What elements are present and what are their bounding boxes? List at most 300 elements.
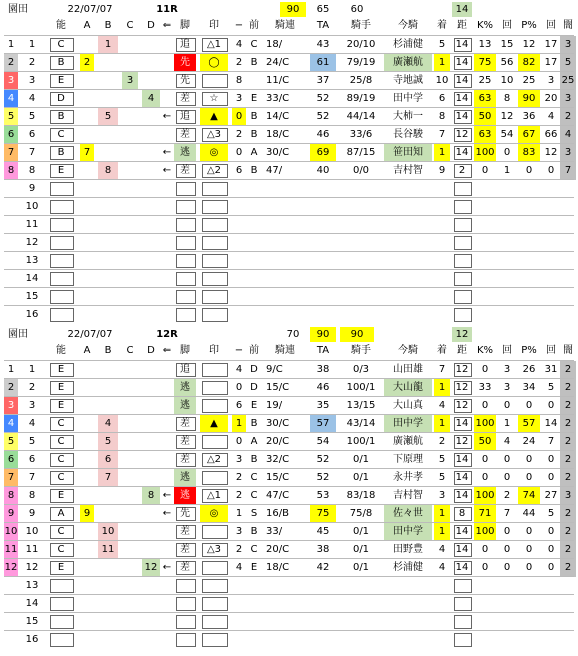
cell-kai: 0 [503,526,511,537]
cell-arr [160,126,174,144]
cell-w: 11 [4,541,18,559]
cell-B: 6 [98,451,118,469]
cell-chaku: 1 [434,144,450,162]
cell-pp: 0 [525,562,533,573]
cell-box [454,579,472,593]
cell-mark [200,361,228,379]
table-row[interactable] [4,179,574,198]
cell-nou: E [57,490,65,501]
cell-ta: 52 [316,454,330,465]
cell-kishu: 20/10 [346,39,376,50]
cell-yami: 25 [560,72,576,90]
cell-kishu: 0/0 [352,165,370,176]
cell-zen: S [250,508,258,519]
cell-yami: 5 [560,54,576,72]
header-top-c1: 70 [286,329,300,340]
cell-chaku: 9 [438,165,446,176]
cell-w: 8 [4,162,18,180]
cell-kp: 71 [474,505,496,523]
cell-kiren: 15/C [266,472,290,483]
cell-kai: 2 [503,490,511,501]
cell-dash: 2 [235,544,243,555]
cell-mark [200,433,228,451]
venue-label: 園田 [8,329,28,340]
cell-dash: 0 [232,108,246,126]
cell-D [142,144,160,162]
cell-n: 14 [25,273,39,284]
cell-D: 4 [142,90,160,108]
cell-n: 10 [25,526,39,537]
col-header: TA [316,20,330,31]
cell-kiren: 18/C [266,562,290,573]
cell-kyori: 12 [455,400,469,411]
column-headers [4,343,574,361]
table-row[interactable] [4,71,574,90]
cell-imaki: 田中学 [393,93,423,104]
cell-mark: ▲ [200,415,228,433]
col-header: A [83,20,91,31]
race-number: 12R [156,329,178,340]
cell-kai2: 5 [547,508,555,519]
cell-box [50,254,74,268]
cell-zen: B [250,526,258,537]
cell-box [176,200,196,214]
cell-mark [200,379,228,397]
date-label: 22/07/07 [67,329,113,340]
cell-nou: E [57,562,65,573]
col-header: 今騎 [398,345,418,356]
cell-dash: 4 [235,562,243,573]
cell-mark [200,72,228,90]
cell-kp: 100 [474,415,496,433]
cell-nou: C [57,418,65,429]
cell-D [142,451,160,469]
cell-box [202,308,228,322]
cell-kp: 75 [474,54,496,72]
cell-box [176,182,196,196]
cell-imaki: 杉浦健 [393,562,423,573]
cell-A [80,397,94,415]
cell-imaki: 杉浦健 [393,39,423,50]
cell-mark: ◎ [200,505,228,523]
cell-kai: 1 [503,165,511,176]
cell-w: 4 [4,90,18,108]
cell-ta: 69 [310,144,336,162]
cell-zen: D [250,382,258,393]
col-header: 今騎 [398,20,418,31]
table-row[interactable] [4,125,574,144]
cell-ta: 53 [316,490,330,501]
cell-dash: 2 [235,57,243,68]
cell-box [176,615,196,629]
cell-kishu: 87/15 [346,147,376,158]
cell-n: 11 [25,219,39,230]
cell-box [454,218,472,232]
cell-w: 3 [4,72,18,90]
cell-kishu: 100/1 [346,382,376,393]
col-header: 距 [457,20,467,31]
cell-kai: 56 [500,57,514,68]
cell-C [122,361,138,379]
cell-w [4,234,18,252]
cell-kp: 100 [474,523,496,541]
cell-kyori: 14 [455,526,469,537]
cell-imaki: 下原理 [393,454,423,465]
cell-w [4,306,18,324]
cell-w [4,198,18,216]
cell-w [4,270,18,288]
cell-C [122,108,138,126]
cell-B: 5 [98,108,118,126]
cell-w: 1 [4,36,18,54]
cell-w: 2 [4,54,18,72]
cell-kp: 0 [481,562,489,573]
cell-yami: 2 [560,523,576,541]
cell-mark: ☆ [209,93,219,104]
table-row[interactable] [4,612,574,631]
cell-D [142,36,160,54]
cell-box [176,579,196,593]
cell-C [122,523,138,541]
cell-ta: 46 [316,382,330,393]
cell-mark [200,523,228,541]
cell-kiren: 18/ [266,39,283,50]
col-header: 印 [209,20,219,31]
cell-kai2: 0 [547,526,555,537]
cell-kai2: 0 [547,562,555,573]
cell-w [4,288,18,306]
cell-w: 6 [4,126,18,144]
cell-n: 7 [28,472,36,483]
cell-yami: 3 [560,144,576,162]
cell-w [4,577,18,595]
cell-yami: 7 [560,162,576,180]
cell-chaku: 4 [438,544,446,555]
cell-chaku: 3 [438,490,446,501]
cell-imaki: 田野豊 [393,544,423,555]
table-row[interactable] [4,287,574,306]
cell-pp: 25 [522,75,536,86]
col-header: 回 [502,345,512,356]
cell-w [4,216,18,234]
cell-box [176,633,196,647]
col-header: D [147,20,155,31]
cell-ta: 43 [316,39,330,50]
cell-chaku: 1 [434,54,450,72]
cell-zen: A [250,147,258,158]
cell-kai2: 14 [544,418,558,429]
table-row[interactable] [4,107,574,126]
cell-n: 2 [28,57,36,68]
cell-ta: 75 [310,505,336,523]
table-row[interactable] [4,630,574,649]
cell-arr [160,415,174,433]
table-row[interactable] [4,450,574,469]
cell-kyori: 14 [455,544,469,555]
col-header: ⇐ [162,345,172,356]
cell-B [98,361,118,379]
table-row[interactable] [4,378,574,397]
cell-kishu: 0/1 [352,562,370,573]
table-row[interactable] [4,432,574,451]
table-row[interactable] [4,161,574,180]
cell-kyaku: 追 [180,111,190,122]
cell-zen: D [250,364,258,375]
cell-dash: 6 [235,400,243,411]
cell-C [122,379,138,397]
cell-kiren: 20/C [266,544,290,555]
cell-kyaku: 差 [180,526,190,537]
cell-dash: 2 [235,129,243,140]
table-row[interactable] [4,414,574,433]
cell-pp: 44 [522,508,536,519]
cell-ta: 52 [316,111,330,122]
cell-yami: 3 [560,487,576,505]
cell-A [80,523,94,541]
cell-w: 7 [4,469,18,487]
cell-pp: 0 [525,544,533,555]
col-header: D [147,345,155,356]
cell-kyori: 14 [455,490,469,501]
cell-mark: ◎ [200,144,228,162]
col-header: 前 [249,345,259,356]
cell-nou: E [57,364,65,375]
cell-kyaku: 差 [180,454,190,465]
cell-chaku: 10 [435,75,449,86]
cell-zen: C [250,490,258,501]
cell-kiren: 18/C [266,129,290,140]
header-top-c2: 65 [316,4,330,15]
cell-imaki: 笹田知 [384,144,432,162]
cell-D [142,415,160,433]
cell-D [142,162,160,180]
table-row[interactable] [4,233,574,252]
cell-yami: 2 [560,379,576,397]
cell-A [80,108,94,126]
cell-chaku: 1 [434,505,450,523]
cell-B [98,487,118,505]
cell-kai: 8 [503,93,511,104]
cell-n: 14 [25,598,39,609]
cell-nou: C [57,129,65,140]
cell-box [454,254,472,268]
cell-kp: 0 [481,400,489,411]
cell-w: 12 [4,559,18,577]
cell-arr [160,361,174,379]
cell-pp: 12 [522,39,536,50]
cell-C [122,451,138,469]
cell-chaku: 8 [438,111,446,122]
cell-kai: 12 [500,111,514,122]
cell-yami: 2 [560,397,576,415]
cell-kp: 0 [481,165,489,176]
cell-kai2: 27 [544,490,558,501]
cell-imaki: 田中学 [384,523,432,541]
cell-B: 8 [98,162,118,180]
cell-A: 2 [80,54,94,72]
cell-ta: 52 [316,93,330,104]
cell-kyori: 14 [455,472,469,483]
cell-n: 1 [28,39,36,50]
table-row[interactable] [4,594,574,613]
cell-mark: △1 [206,39,222,50]
cell-yami: 2 [560,415,576,433]
table-row[interactable] [4,251,574,270]
cell-pp: 24 [522,436,536,447]
cell-arr: ← [162,562,172,573]
table-row[interactable] [4,305,574,324]
col-header: 脚 [180,345,190,356]
cell-kiren: 19/ [266,400,283,411]
cell-w [4,613,18,631]
cell-box [202,218,228,232]
cell-box [176,236,196,250]
cell-box [176,308,196,322]
cell-kishu: 100/1 [346,436,376,447]
cell-kishu: 75/8 [349,508,373,519]
cell-nou: C [57,436,65,447]
table-row[interactable] [4,89,574,108]
table-row[interactable] [4,215,574,234]
table-row[interactable] [4,522,574,541]
table-row[interactable] [4,576,574,595]
table-row[interactable] [4,197,574,216]
cell-A [80,379,94,397]
cell-dash: 4 [235,39,243,50]
cell-pp: 83 [518,144,540,162]
cell-kai: 0 [503,544,511,555]
cell-kai2: 3 [547,75,555,86]
column-headers [4,18,574,36]
col-header: A [83,345,91,356]
table-row[interactable] [4,360,574,379]
col-header: 回 [546,345,556,356]
cell-n: 15 [25,291,39,302]
cell-chaku: 4 [438,400,446,411]
cell-C [122,433,138,451]
cell-pp: 34 [522,382,536,393]
cell-kai: 1 [503,418,511,429]
cell-dash: 1 [232,415,246,433]
cell-kyaku: 差 [180,93,190,104]
cell-C [122,144,138,162]
cell-A [80,162,94,180]
col-header: 闇 [563,345,573,356]
cell-nou: E [57,75,65,86]
cell-box [202,597,228,611]
cell-pp: 57 [518,415,540,433]
cell-zen: B [250,111,258,122]
cell-kishu: 0/1 [352,544,370,555]
table-row[interactable] [4,269,574,288]
table-row[interactable] [4,504,574,523]
cell-B [98,505,118,523]
cell-n: 13 [25,580,39,591]
cell-n: 6 [28,454,36,465]
cell-zen: B [250,454,258,465]
cell-zen [246,72,262,90]
cell-box [50,218,74,232]
cell-A [80,361,94,379]
cell-kyori: 12 [455,382,469,393]
cell-kai2: 0 [547,472,555,483]
cell-kiren: 47/C [266,490,290,501]
cell-kai2: 0 [547,165,555,176]
cell-kai2: 31 [544,364,558,375]
cell-imaki: 大山真 [393,400,423,411]
table-row[interactable] [4,540,574,559]
cell-dash: 2 [235,472,243,483]
cell-kp: 50 [474,108,496,126]
cell-imaki: 山田雄 [393,364,423,375]
cell-D [142,523,160,541]
cell-B [98,379,118,397]
cell-kishu: 89/19 [346,93,376,104]
table-row[interactable] [4,486,574,505]
cell-D: 12 [142,559,160,577]
header-top-c3: 60 [350,4,364,15]
cell-arr [160,90,174,108]
cell-kiren: 14/C [266,111,290,122]
cell-dash: 4 [235,364,243,375]
cell-kyori: 14 [455,111,469,122]
cell-w: 5 [4,433,18,451]
table-row[interactable] [4,468,574,487]
cell-zen: C [250,544,258,555]
race-block-11R [4,2,574,322]
cell-kp: 0 [481,364,489,375]
cell-kp: 0 [481,472,489,483]
table-row[interactable] [4,396,574,415]
cell-kyaku: 差 [180,418,190,429]
cell-chaku: 4 [438,562,446,573]
table-row[interactable] [4,558,574,577]
table-row[interactable] [4,143,574,162]
cell-A [80,433,94,451]
cell-arr [160,541,174,559]
cell-C [122,397,138,415]
cell-yami: 2 [560,559,576,577]
table-row[interactable] [4,35,574,54]
cell-kp: 13 [478,39,492,50]
cell-kyori: 14 [455,454,469,465]
table-row[interactable] [4,53,574,72]
cell-kyaku: 逃 [174,144,196,162]
col-header: C [126,345,134,356]
cell-n: 9 [28,508,36,519]
header-top-c3: 90 [340,327,374,342]
cell-pp: 0 [525,400,533,411]
cell-box [202,200,228,214]
cell-imaki: 廣瀬航 [393,436,423,447]
col-header: B [104,345,112,356]
cell-kiren: 15/C [266,382,290,393]
cell-D [142,433,160,451]
cell-dash: 3 [235,93,243,104]
cell-kishu: 0/1 [352,526,370,537]
cell-zen: B [250,57,258,68]
cell-pp: 74 [518,487,540,505]
cell-imaki: 大柿一 [393,111,423,122]
cell-yami: 2 [560,451,576,469]
cell-box [202,182,228,196]
cell-pp: 36 [522,111,536,122]
cell-dash: 0 [235,147,243,158]
cell-pp: 90 [518,90,540,108]
cell-arr [160,469,174,487]
cell-A [80,469,94,487]
cell-mark: △2 [206,165,222,176]
